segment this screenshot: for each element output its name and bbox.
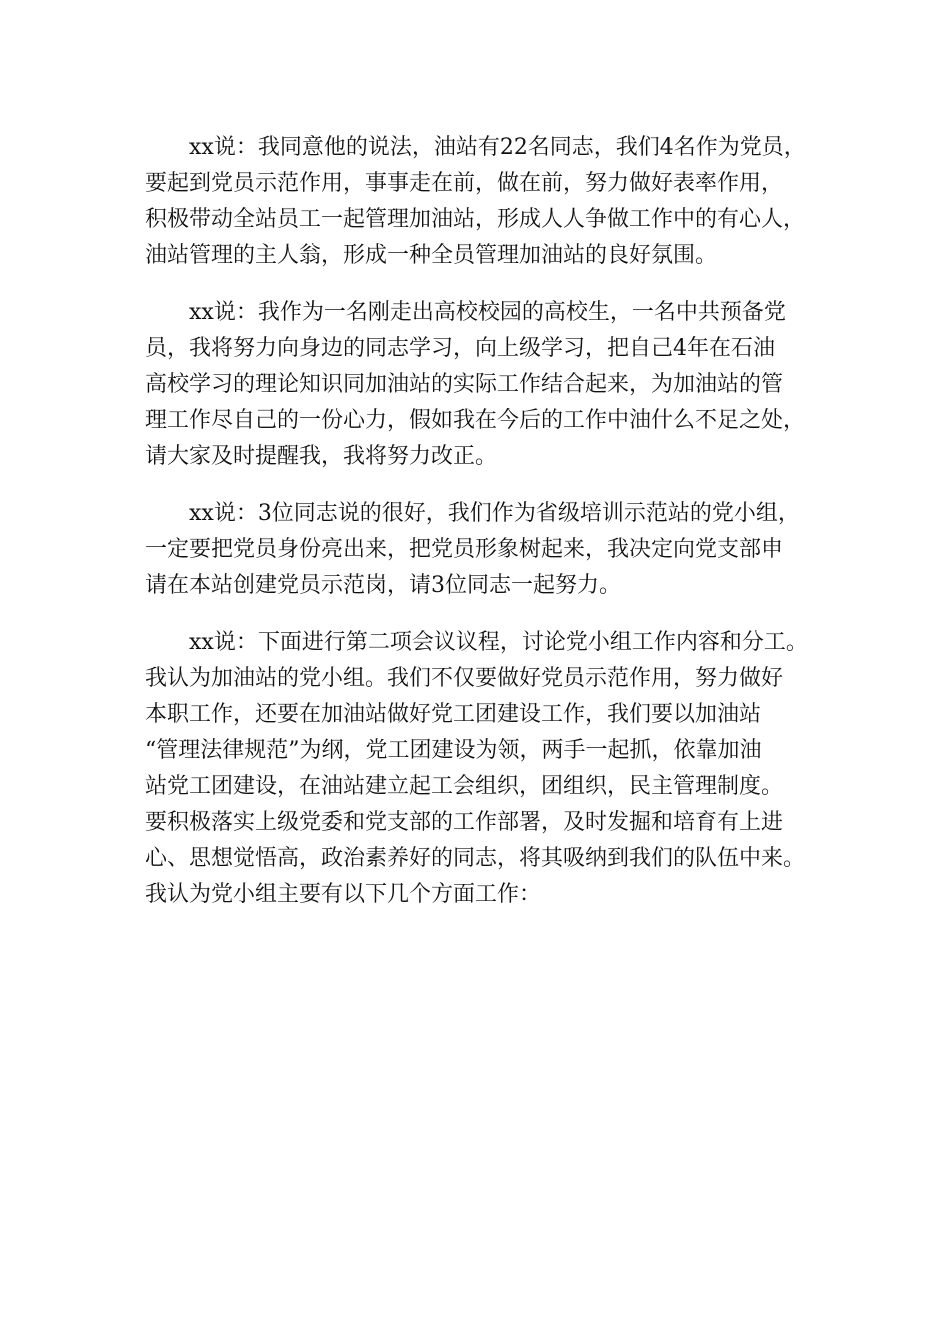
paragraph-4 (145, 625, 815, 913)
text-line: 一定要把党员身份亮出来，把党员形象树起来，我决定向党支部申 (145, 537, 784, 562)
text-line: 积极带动全站员工一起管理加油站，形成人人争做工作中的有心人， (145, 207, 806, 232)
text-line: 请大家及时提醒我，我将努力改正。 (145, 444, 498, 469)
text-line: 油站管理的主人翁，形成一种全员管理加油站的良好氛围。 (145, 243, 718, 268)
text-line: 本职工作，还要在加油站做好党工团建设工作，我们要以加油站 (145, 702, 762, 727)
text-line: xx说：3位同志说的很好，我们作为省级培训示范站的党小组， (189, 501, 800, 526)
text-line: 心、思想觉悟高，政治素养好的同志，将其吸纳到我们的队伍中来。 (145, 846, 806, 871)
paragraph-1 (145, 130, 815, 274)
document-body (145, 130, 815, 934)
text-line: 高校学习的理论知识同加油站的实际工作结合起来，为加油站的管 (145, 372, 784, 397)
text-line: xx说：下面进行第二项会议议程，讨论党小组工作内容和分工。 (189, 630, 808, 655)
text-line: 我认为党小组主要有以下几个方面工作： (145, 882, 542, 907)
text-line: “管理法律规范”为纲，党工团建设为领，两手一起抓，依靠加油 (145, 738, 762, 763)
text-line: 要积极落实上级党委和党支部的工作部署，及时发掘和培育有上进 (145, 810, 784, 835)
text-line: 站党工团建设，在油站建立起工会组织，团组织，民主管理制度。 (145, 774, 784, 799)
text-line: 理工作尽自己的一份心力，假如我在今后的工作中油什么不足之处， (145, 408, 806, 433)
paragraph-2 (145, 295, 815, 475)
text-line: 我认为加油站的党小组。我们不仅要做好党员示范作用，努力做好 (145, 666, 784, 691)
text-line: 要起到党员示范作用，事事走在前，做在前，努力做好表率作用， (145, 171, 784, 196)
text-line: 员，我将努力向身边的同志学习，向上级学习，把自己4年在石油 (145, 336, 775, 361)
text-line: 请在本站创建党员示范岗，请3位同志一起努力。 (145, 573, 621, 598)
text-line: xx说：我同意他的说法，油站有22名同志，我们4名作为党员， (189, 135, 806, 160)
paragraph-3 (145, 496, 815, 604)
text-line: xx说：我作为一名刚走出高校校园的高校生，一名中共预备党 (189, 300, 786, 325)
